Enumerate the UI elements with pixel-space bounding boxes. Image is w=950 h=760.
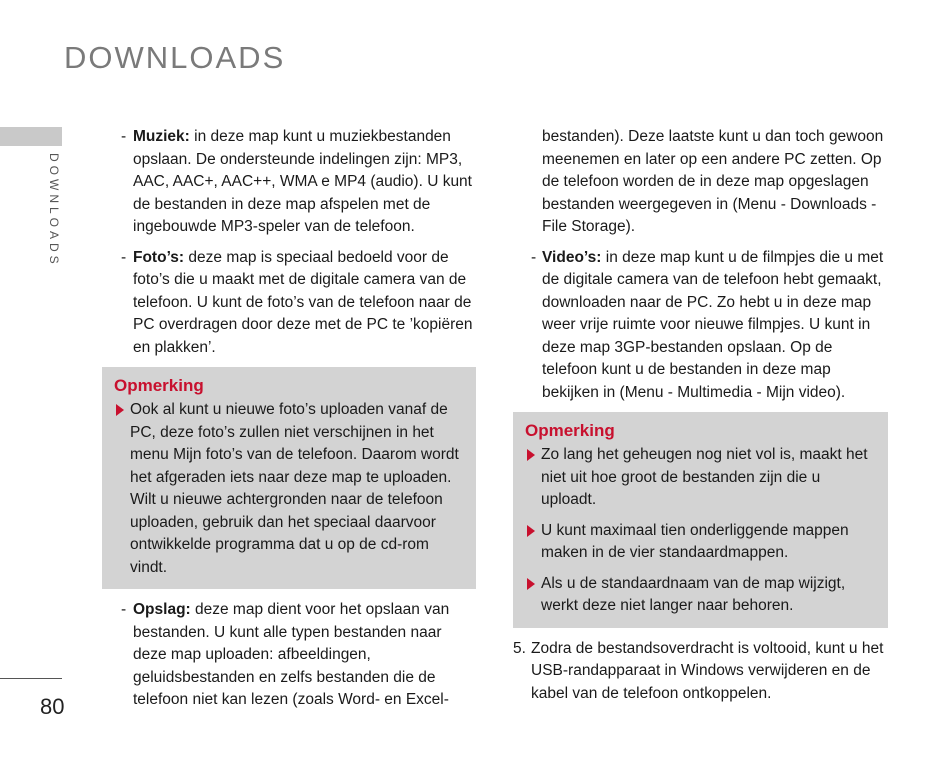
step-5 [513,638,888,706]
section-tab-marker [0,127,62,146]
right-column [513,126,888,705]
triangle-bullet-icon [527,449,535,461]
note-text: Zo lang het geheugen nog niet vol is, maakt het niet uit hoe groot de bestanden zijn die u uploadt. [541,446,868,508]
note-item [114,399,464,579]
triangle-bullet-icon [527,525,535,537]
list-dash: - [121,128,127,145]
continued-text: bestanden). Deze laatste kunt u dan toch gewoon meenemen en later op een andere PC zetten. Op de telefoon worden de in deze map opgeslagen bestanden weergegeven in (Menu - Downloads - File Storage). [542,128,884,235]
list-dash: - [531,248,537,266]
list-dash: - [121,248,127,266]
triangle-bullet-icon [116,404,124,416]
item-label: Muziek: [133,128,190,145]
note-item [525,520,876,565]
note-title: Opmerking [114,376,204,395]
item-label: Opslag: [133,601,191,618]
item-label: Foto’s: [133,248,185,266]
note-item [525,444,876,512]
page-title: DOWNLOADS [64,40,286,75]
item-text: in deze map kunt u muziekbestanden opslaan. De ondersteunde indelingen zijn: MP3, AAC, AAC+, AAC++, WMA e MP4 (audio). U kunt de bestanden in deze map afspelen met de ingebouwde MP3-speler van de telefoon. [133,128,472,235]
page-number: 80 [40,694,65,719]
step-number: 5. [513,639,526,657]
list-dash: - [121,601,127,618]
note-item [525,573,876,618]
item-text: deze map dient voor het opslaan van bestanden. U kunt alle typen bestanden naar deze map uploaden: afbeeldingen, geluidsbestanden en zelfs bestanden die de telefoon niet kan lezen (zoals Word- en Excel- [133,601,450,708]
note-title: Opmerking [525,421,615,440]
note-text: Ook al kunt u nieuwe foto’s uploaden vanaf de PC, deze foto’s zullen niet verschijnen in het menu Mijn foto’s van de telefoon. Daarom wordt het afgeraden iets naar deze map te uploaden. Wilt u nieuwe achtergronden naar de telefoon uploaden, gebruik dan het speciaal daarvoor ontwikkelde programma dat u op de cd-rom vindt. [130,401,459,576]
item-label: Video’s: [542,248,602,266]
note-box [513,412,888,628]
step-text: Zodra de bestandsoverdracht is voltooid, kunt u het USB-randapparaat in Windows verwijderen en de kabel van de telefoon ontkoppelen. [531,639,884,702]
triangle-bullet-icon [527,578,535,590]
item-text: deze map is speciaal bedoeld voor de foto’s die u maakt met de digitale camera van de telefoon. U kunt de foto’s van de telefoon naar de PC overdragen door deze met de PC te ’kopiëren en plakken’. [133,248,473,356]
list-item-opslag [102,599,476,712]
sidebar-section-label: DOWNLOADS [47,153,61,268]
sidebar-divider [0,678,62,679]
note-text: Als u de standaardnaam van de map wijzigt, werkt deze niet langer naar behoren. [541,574,846,614]
note-text: U kunt maximaal tien onderliggende mappen maken in de vier standaardmappen. [541,521,849,561]
list-item-fotos [102,247,476,360]
item-text: in deze map kunt u de filmpjes die u met de digitale camera van de telefoon hebt gemaakt, downloaden naar de PC. Zo hebt u in deze map weer vrije ruimte voor nieuwe filmpjes. U kunt in deze map 3GP-bestanden opslaan. Op de telefoon kunt u de bestanden in deze map bekijken in (Menu - Multimedia - Mijn video). [542,248,884,401]
list-item-muziek [102,126,476,239]
note-box [102,367,476,589]
list-item-videos [513,247,888,405]
left-column [102,126,476,720]
